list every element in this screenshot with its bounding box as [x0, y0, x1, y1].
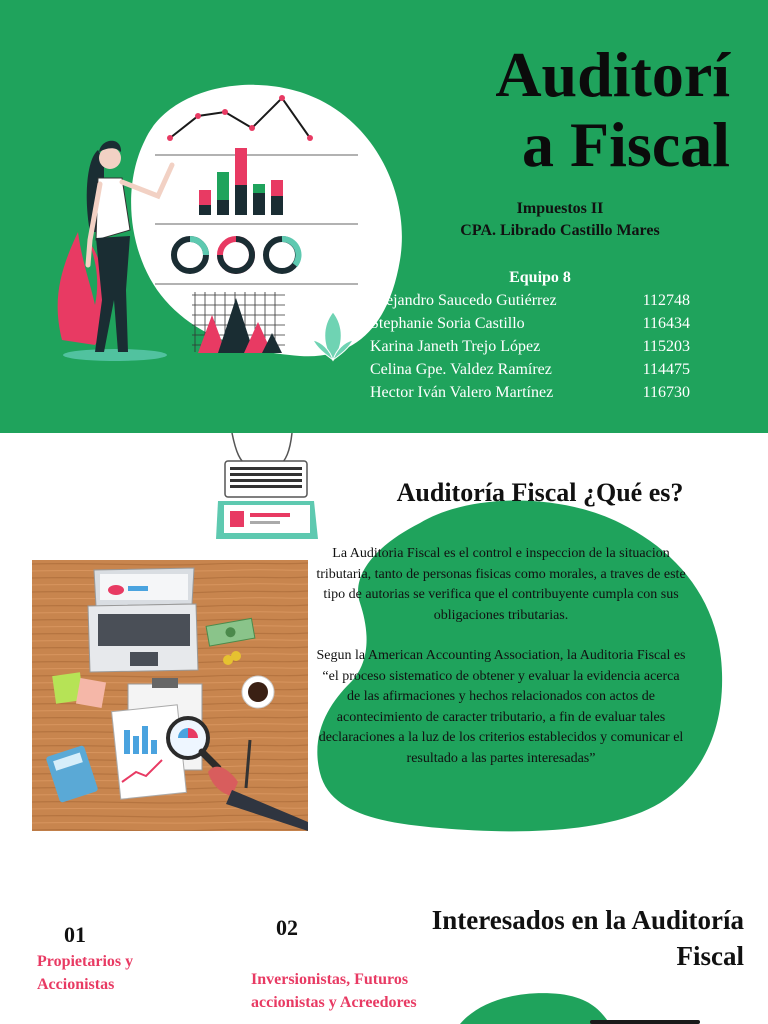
team-member [370, 381, 690, 404]
team-member [370, 289, 690, 312]
party-label: Propietarios y [37, 953, 134, 970]
what-is-body [316, 544, 686, 789]
team-list [370, 266, 690, 404]
member-id: 112748 [642, 292, 690, 309]
title-line-1: Auditorí [495, 39, 730, 110]
item-number: 01 [64, 922, 86, 947]
team-member [370, 358, 690, 381]
laptop-typing-illustration [216, 433, 318, 539]
party-label: Accionistas [37, 976, 115, 993]
party-label: accionistas y Acreedores [251, 994, 417, 1011]
heading-line: Interesados en la Auditoría [431, 905, 744, 935]
team-member [370, 335, 690, 358]
member-name: Hector Iván Valero Martínez [370, 384, 554, 401]
interested-party-1 [37, 950, 217, 996]
member-id: 116434 [642, 315, 690, 332]
member-id: 114475 [642, 361, 690, 378]
interested-party-2 [251, 968, 481, 1014]
team-label: Equipo 8 [509, 269, 571, 286]
section-heading-interested [392, 902, 744, 974]
heading-line: Fiscal [676, 941, 744, 971]
paragraph: La Auditoria Fiscal es el control e inspeccion de la situacion tributaria, tanto de personas fisicas como morales, a traves de este tipo de autorias se verifica que el contribuyente cumpla con sus obligaciones tributarias. [316, 546, 686, 623]
item-number: 02 [276, 915, 298, 940]
member-id: 115203 [642, 338, 690, 355]
member-name: Alejandro Saucedo Gutiérrez [370, 292, 557, 309]
section-heading-what-is: Auditoría Fiscal ¿Qué es? [396, 478, 684, 507]
member-name: Celina Gpe. Valdez Ramírez [370, 361, 552, 378]
course-info [360, 198, 760, 242]
member-name: Stephanie Soria Castillo [370, 315, 525, 332]
party-label: Inversionistas, Futuros [251, 971, 409, 988]
course-name: Impuestos II [516, 200, 604, 217]
member-name: Karina Janeth Trejo López [370, 338, 541, 355]
green-blob-bottom [460, 993, 610, 1024]
desk-photo-illustration [32, 560, 308, 831]
paragraph: Segun la American Accounting Association, la Auditoria Fiscal es “el proceso sistematico de obtener y evaluar la evidencia acerca de las afirmaciones y hechos relacionados con actos de acontecimiento de caracter tributario, a fin de evaluar tales declaraciones a la luz de los criterios establecidos y comunicar el resultado a las partes interesadas” [316, 648, 686, 766]
hero-section [0, 0, 768, 433]
page-title [430, 40, 730, 180]
team-member [370, 312, 690, 335]
member-id: 116730 [642, 384, 690, 401]
title-line-2: a Fiscal [522, 109, 730, 180]
teacher-name: CPA. Librado Castillo Mares [460, 222, 660, 239]
